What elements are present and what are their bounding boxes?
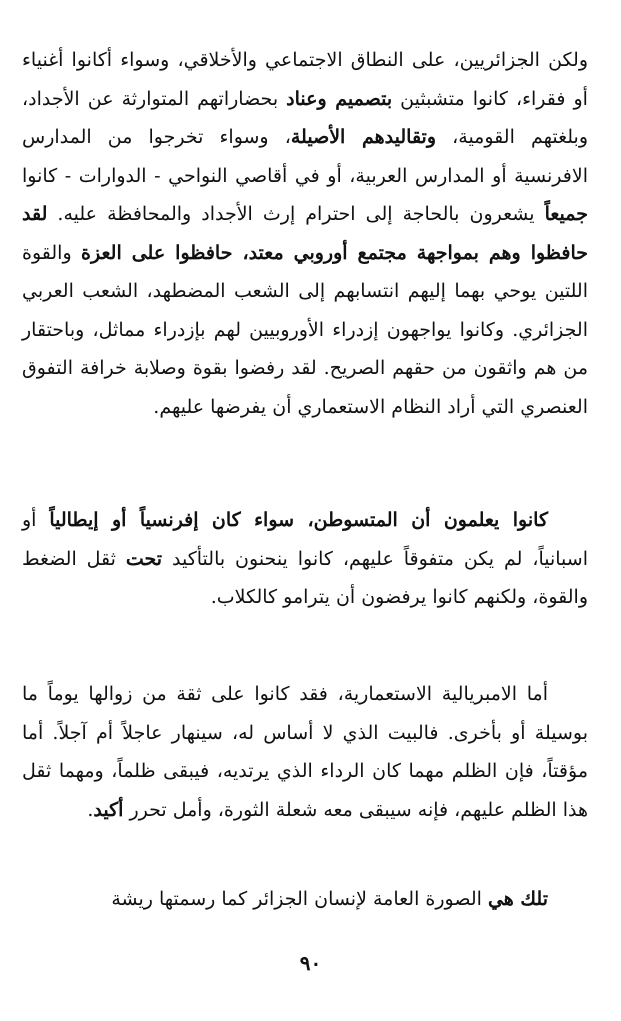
paragraph-2: [22, 501, 588, 617]
bold-text-run: بتصميم وعناد: [286, 87, 393, 110]
text-run: والقوة اللتين يوحي بهما إليهم انتسابهم إلى الشعب المضطهد، الشعب العربي الجزائري. وكانوا يواجهون إزدراء الأوروبيين لهم بإزدراء مماثل، وباحتقار من هم واثقون من حقهم الصريح. لقد رفضوا بقوة وصلابة خرافة التفوق العنصري التي أراد النظام الاستعماري أن يفرضها عليهم.: [22, 241, 588, 418]
text-run: ثقل الضغط والقوة، ولكنهم كانوا يرفضون أن يترامو كالكلاب.: [22, 547, 588, 608]
bold-text-run: وتقاليدهم الأصيلة: [290, 126, 437, 148]
bold-text-run: تلك هي: [487, 888, 548, 910]
text-run: ولكن الجزائريين، على النطاق الاجتماعي والأخلاقي، وسواء أكانوا أغنياء أو فقراء، كانوا متشبثين: [22, 49, 588, 110]
text-run: الصورة العامة لإنسان الجزائر كما رسمتها ريشة: [111, 888, 488, 910]
text-run: أما الامبريالية الاستعمارية، فقد كانوا على ثقة من زوالها يوماً ما بوسيلة أو بأخرى. فالبيت الذي لا أساس له، سينهار عاجلاً أم آجلاً. أما مؤقتاً، فإن الظلم مهما كان الرداء الذي يرتديه، فيبقى ظلماً، ومهما ثقل هذا الظلم عليهم، فإنه سيبقى معه شعلة الثورة، وأمل تحرر: [22, 683, 588, 821]
bold-text-run: كانوا يعلمون أن المتسوطن، سواء كان إفرنسياً أو إيطالياً: [49, 509, 548, 531]
text-run: أو اسبانياً، لم يكن متفوقاً عليهم، كانوا ينحنون بالتأكيد: [22, 509, 588, 570]
paragraph-3: [22, 675, 588, 829]
text-run: .: [87, 798, 94, 821]
text-run: بحضاراتهم المتوارثة عن الأجداد، وبلغتهم القومية،: [22, 87, 589, 148]
text-run: ، وسواء تخرجوا من المدارس الافرنسية أو المدارس العربية، أو في أقاصي النواحي - الدوارات - كانوا: [22, 126, 588, 187]
bold-text-run: لقد حافظوا وهم بمواجهة مجتمع أوروبي معتد، حافظوا على العزة: [22, 203, 588, 264]
bold-text-run: جميعاً: [544, 203, 588, 225]
page-number: ٩٠: [299, 951, 322, 975]
bold-text-run: أكيد: [93, 798, 124, 821]
text-run: يشعرون بالحاجة إلى احترام إرث الأجداد والمحافظة عليه.: [47, 203, 545, 225]
bold-text-run: تحت: [125, 547, 163, 570]
paragraph-4: [22, 880, 588, 919]
paragraph-1: [22, 41, 588, 426]
